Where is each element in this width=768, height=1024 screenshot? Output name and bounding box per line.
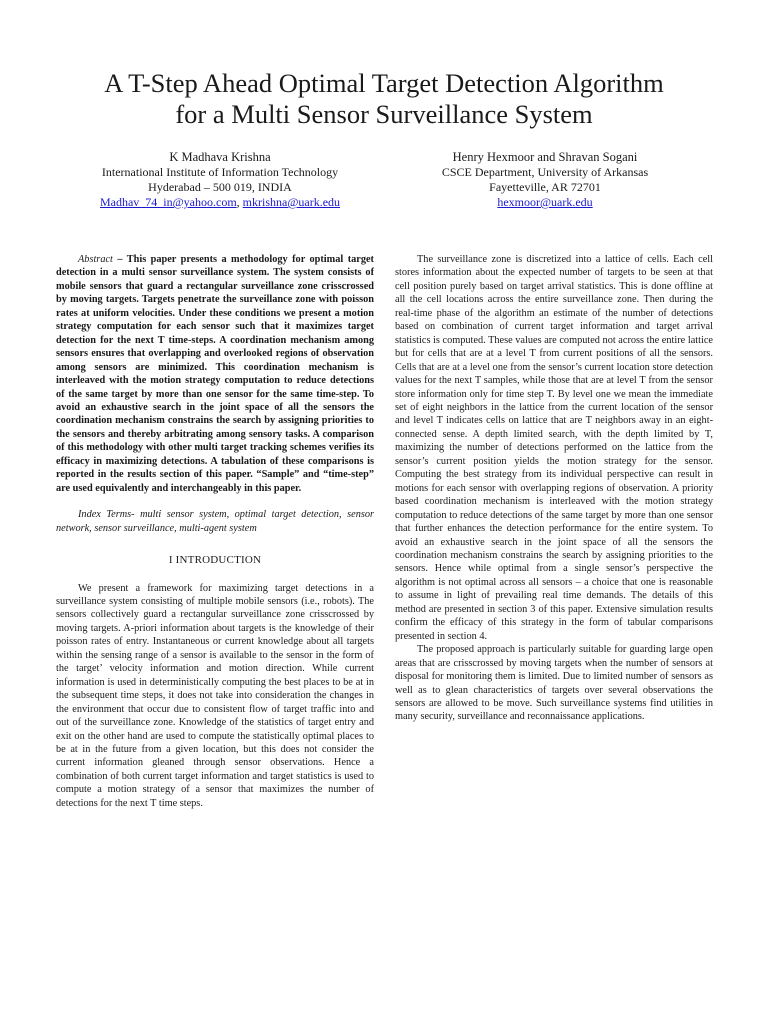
- title-line-2: for a Multi Sensor Surveillance System: [175, 99, 593, 129]
- index-terms: [56, 508, 374, 535]
- author-affiliation: CSCE Department, University of Arkansas: [441, 165, 649, 179]
- intro-paragraph-1: We present a framework for maximizing target detections in a surveillance system consisting of multiple mobile sensors (i.e., robots). The sensors collectively guard a rectangular surveillance zone crisscrossed by moving targets. A-priori information about targets is the knowledge of their poisson rates of entry. Instantaneous or current knowledge about all targets within the sensing range of a sensor is available to the sensor in the form of the target’ velocity information and motion direction. While current information is used in deterministically computing the best places to be at in the subsequent time steps, it does not take into consideration the changes in the environment that occur due to consistent flow of target traffic into and out of the surveillance zone. Knowledge of the statistics of target entry and exit on the other hand are used to compute the statistically optimal places to be at in the future from a given location, but this does not consider the current information gleaned through sensor observations. Hence a combination of both current target information and target statistics is used to compute a motion strategy of a sensor that maximizes the number of detections for the next T time steps.: [56, 582, 374, 809]
- author-block-2: [400, 150, 690, 210]
- author-name: Henry Hexmoor and Shravan Sogani: [452, 150, 638, 164]
- abstract: [56, 253, 374, 495]
- author-email-link[interactable]: Madhav_74_in@yahoo.com: [99, 195, 237, 209]
- paper-title: [40, 68, 728, 130]
- author-name: K Madhava Krishna: [169, 150, 271, 164]
- author-address: Hyderabad – 500 019, INDIA: [148, 180, 292, 194]
- right-column: [395, 253, 713, 724]
- author-emails: [400, 195, 690, 210]
- index-terms-label: Index Terms-: [78, 509, 135, 521]
- intro-paragraph-3: The proposed approach is particularly suitable for guarding large open areas that are crisscrossed by moving targets when the number of sensors at disposal for monitoring them is limited. Due to limited number of sensors as well as to glean characteristics of targets over several observations the sensors are allowed to be move. Such surveillance systems find utilities in many security, surveillance and reconnaissance applications.: [395, 644, 713, 723]
- author-block-1: [80, 150, 360, 210]
- author-affiliation: International Institute of Information Technology: [101, 165, 339, 179]
- author-emails: Madhav_74_in@yahoo.com, mkrishna@uark.edu: [99, 195, 341, 209]
- abstract-text: – This paper presents a methodology for optimal target detection in a multi sensor surveillance system. The system consists of mobile sensors that guard a rectangular surveillance zone crisscrossed by moving targets. Targets penetrate the surveillance zone with poisson rates at uniform velocities. Under these conditions we present a motion strategy computation for each sensor such that it maximizes target detection for the next T time-steps. A coordination mechanism among sensors ensures that overlapping and overlooked regions of observation among sensors are minimized. This coordination mechanism is interleaved with the motion strategy computation to reduce detections of the same target by more than one sensor for the same time-step. To avoid an exhaustive search in the joint space of all the sensors the coordination mechanism constrains the search by assigning priorities to the sensors and thereby arbitrating among sensory tasks. A comparison of this methodology with other multi target tracking schemes verifies its efficacy in maximizing detections. A tabulation of these comparisons is reported in the results section of this paper. “Sample” and “time-step” are used equivalently and interchangeably in this paper.: [56, 254, 374, 494]
- section-heading: I INTRODUCTION: [168, 554, 262, 567]
- author-address: Fayetteville, AR 72701: [489, 180, 601, 194]
- title-line-1: A T-Step Ahead Optimal Target Detection Algorithm: [104, 68, 664, 98]
- abstract-label: Abstract: [78, 254, 113, 265]
- author-email-link[interactable]: hexmoor@uark.edu: [497, 195, 593, 209]
- author-email-link[interactable]: mkrishna@uark.edu: [242, 195, 341, 209]
- intro-paragraph-2: The surveillance zone is discretized into a lattice of cells. Each cell stores information about the expected number of targets to be seen at that cell position purely based on target arrival statistics. This is done offline at all the cell locations across the entire surveillance zone. Then during the real-time phase of the algorithm an estimate of the number of detections based on combination of current target information and target arrival statistics is computed. These values are computed not across the entire lattice but for cells that are at a level T from current positions of all the sensors. Cells that are at a level one from the sensor’s current location store detection values for the next T samples, while those that are at level T from the sensor store information only for time step T. By level one we mean the immediate set of eight neighbors in the lattice from the current location of the sensor and level T indicates cells on lattice that are T neighbors away in an eight-connected sense. A depth limited search, with the depth limited by T, maximizing the number of detections performed on the lattice from the sensor’s current position yields the motion strategy for the sensor. Computing the best strategy from its individual perspective can result in motions for each sensor with overlapping regions of observation. A priority based coordination mechanism is interleaved with the motion strategy computation to reduce detections of the same target by more than one sensor that further enhances the detection performance for the entire system. To avoid an exhaustive search in the joint space of all the sensors the coordination mechanism constrains the search by assigning priorities to the sensors. Hence while optimal from a single sensor’s perspective the algorithm is not optimal across all sensors – a choice that one is reasonable to assume in light of prevailing real time demands. The details of this method are presented in section 3 of this paper. Extensive simulation results confirm the efficacy of this strategy in the form of tabular comparisons presented in section 4.: [395, 254, 713, 642]
- index-terms-text: multi sensor system, optimal target detection, sensor network, sensor surveillance, multi-agent system: [56, 509, 374, 534]
- left-column: [56, 253, 374, 810]
